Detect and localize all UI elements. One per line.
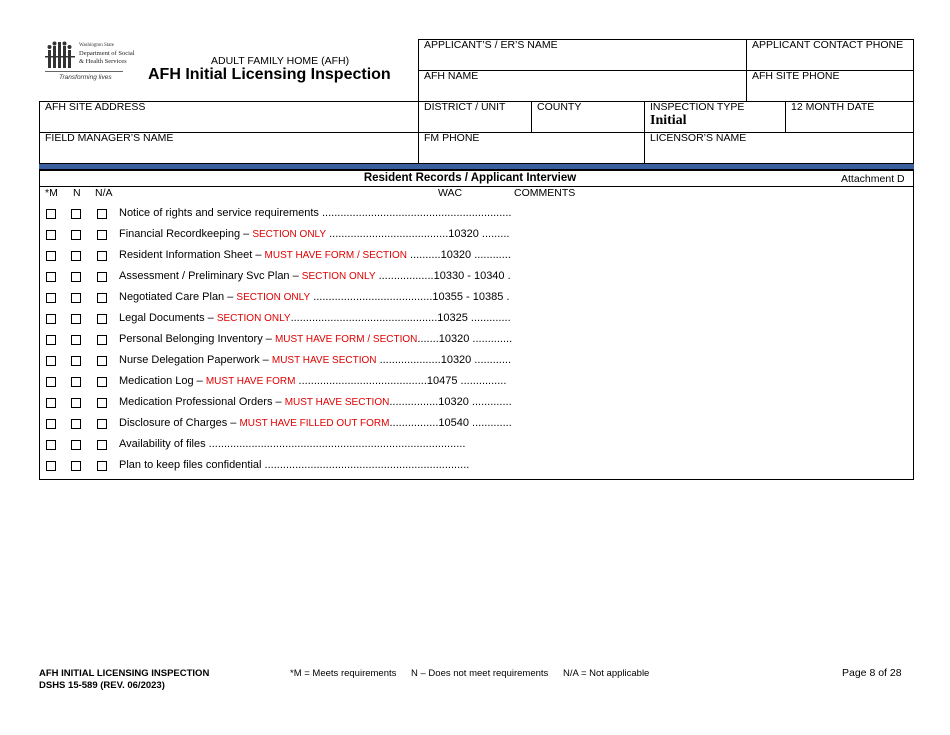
county-label: COUNTY (537, 101, 582, 113)
twelve-month-date-label: 12 MONTH DATE (791, 101, 875, 113)
item-leader-dots: .......................................... (295, 375, 427, 387)
form-subtitle: ADULT FAMILY HOME (AFH) (211, 55, 350, 67)
item-label: Plan to keep files confidential (119, 459, 265, 471)
item-leader-dots: .................... (376, 354, 441, 366)
checkbox-na[interactable] (97, 230, 107, 240)
item-leader-dots: .................................................................................... (208, 438, 466, 450)
item-wac: 10325 (437, 312, 468, 324)
item-note: MUST HAVE FORM (205, 376, 296, 387)
item-note: SECTION ONLY (301, 271, 376, 282)
item-text (119, 459, 469, 472)
item-leader-dots: ....................................... (326, 228, 449, 240)
col-wac-header: WAC (438, 187, 463, 199)
item-label: Medication Professional Orders – (119, 396, 285, 408)
dshs-people-icon (45, 40, 75, 70)
fm-phone-label: FM PHONE (424, 132, 480, 144)
item-wac: 10320 (440, 354, 472, 366)
item-label: Legal Documents – (119, 312, 217, 324)
checkbox-n[interactable] (71, 293, 81, 303)
checkbox-m[interactable] (46, 398, 56, 408)
item-wac-dots: ............ (471, 249, 511, 261)
legend-meets: *M = Meets requirements (290, 668, 397, 679)
inspection-type-label: INSPECTION TYPE (650, 101, 745, 113)
item-wac-dots: ............... (457, 375, 507, 387)
col-m-header: *M (45, 187, 58, 199)
afh-site-phone-label: AFH SITE PHONE (752, 70, 840, 82)
logo-tagline: Transforming lives (59, 74, 112, 81)
checkbox-n[interactable] (71, 272, 81, 282)
checkbox-n[interactable] (71, 419, 81, 429)
item-text (119, 270, 511, 283)
item-wac-dots: . (504, 270, 511, 282)
checkbox-m[interactable] (46, 314, 56, 324)
item-wac: 10320 (440, 249, 472, 261)
licensor-label: LICENSOR’S NAME (650, 132, 747, 144)
item-wac: 10475 (426, 375, 458, 387)
field-manager-label: FIELD MANAGER’S NAME (45, 132, 174, 144)
item-wac-dots: ............. (468, 417, 512, 429)
legend-na: N/A = Not applicable (563, 668, 650, 679)
checkbox-na[interactable] (97, 272, 107, 282)
item-leader-dots: ................................................................... (264, 459, 470, 471)
item-wac: 10355 - 10385 (432, 291, 504, 303)
item-label: Resident Information Sheet – (119, 249, 265, 261)
item-text (119, 249, 511, 262)
checkbox-m[interactable] (46, 230, 56, 240)
checkbox-na[interactable] (97, 377, 107, 387)
item-note: MUST HAVE SECTION (284, 397, 390, 408)
item-wac-dots: ......... (478, 228, 510, 240)
item-note: SECTION ONLY (236, 292, 311, 303)
item-wac: 10320 (438, 333, 470, 345)
item-label: Availability of files (119, 438, 209, 450)
item-wac-dots: ............. (469, 333, 513, 345)
item-text (119, 291, 509, 304)
item-leader-dots: ................ (389, 396, 439, 408)
checkbox-na[interactable] (97, 356, 107, 366)
checkbox-m[interactable] (46, 461, 56, 471)
checkbox-n[interactable] (71, 377, 81, 387)
item-wac-dots: . (503, 291, 510, 303)
page-number: Page 8 of 28 (842, 667, 902, 679)
checkbox-n[interactable] (71, 461, 81, 471)
item-wac-dots: ............ (471, 354, 512, 366)
item-leader-dots: .................. (375, 270, 434, 282)
checkbox-na[interactable] (97, 461, 107, 471)
checkbox-n[interactable] (71, 398, 81, 408)
item-note: SECTION ONLY (252, 229, 327, 240)
item-text (119, 417, 512, 430)
item-label: Medication Log – (119, 375, 206, 387)
item-wac: 10320 (448, 228, 479, 240)
item-text (119, 396, 512, 409)
checkbox-n[interactable] (71, 251, 81, 261)
item-note: MUST HAVE FORM / SECTION (274, 334, 418, 345)
afh-site-address-label: AFH SITE ADDRESS (45, 101, 146, 113)
item-note: MUST HAVE SECTION (271, 355, 377, 366)
checkbox-m[interactable] (46, 377, 56, 387)
checkbox-n[interactable] (71, 356, 81, 366)
checkbox-na[interactable] (97, 314, 107, 324)
item-note: SECTION ONLY (216, 313, 291, 324)
col-na-header: N/A (95, 187, 113, 199)
item-label: Negotiated Care Plan – (119, 291, 237, 303)
item-leader-dots: .......... (406, 249, 441, 261)
checkbox-n[interactable] (71, 440, 81, 450)
item-wac: 10330 - 10340 (433, 270, 505, 282)
item-text (119, 354, 511, 367)
item-label: Disclosure of Charges – (119, 417, 240, 429)
checkbox-na[interactable] (97, 440, 107, 450)
item-leader-dots: ....................................... (310, 291, 433, 303)
item-text (119, 312, 511, 325)
checkbox-na[interactable] (97, 398, 107, 408)
afh-name-label: AFH NAME (424, 70, 479, 82)
checkbox-na[interactable] (97, 251, 107, 261)
checkbox-na[interactable] (97, 419, 107, 429)
item-leader-dots: .............................................................. (321, 207, 512, 219)
item-text (119, 375, 506, 388)
checkbox-m[interactable] (46, 272, 56, 282)
footer-form-number: DSHS 15-589 (REV. 06/2023) (39, 680, 165, 691)
page-title: AFH Initial Licensing Inspection (148, 66, 391, 83)
footer-form-name: AFH INITIAL LICENSING INSPECTION (39, 668, 210, 679)
logo-line1: Washington State (79, 43, 115, 48)
item-text (119, 333, 512, 346)
item-label: Financial Recordkeeping – (119, 228, 253, 240)
item-note: MUST HAVE FORM / SECTION (264, 250, 407, 261)
district-unit-label: DISTRICT / UNIT (424, 101, 506, 113)
section-title: Resident Records / Applicant Interview (363, 172, 577, 184)
attachment-label: Attachment D (841, 173, 905, 185)
col-n-header: N (73, 187, 81, 199)
logo-line2: Department of Social (79, 50, 135, 57)
checkbox-na[interactable] (97, 335, 107, 345)
item-label: Personal Belonging Inventory – (119, 333, 275, 345)
applicant-phone-label: APPLICANT CONTACT PHONE (752, 39, 904, 51)
checkbox-m[interactable] (46, 335, 56, 345)
logo-line3: & Health Services (79, 58, 127, 65)
checkbox-n[interactable] (71, 230, 81, 240)
item-text (119, 228, 509, 241)
item-wac-dots: ............. (467, 312, 511, 324)
checkbox-na[interactable] (97, 209, 107, 219)
checkbox-m[interactable] (46, 440, 56, 450)
item-label: Assessment / Preliminary Svc Plan – (119, 270, 302, 282)
item-leader-dots: ................................................ (290, 312, 438, 324)
dshs-logo (45, 40, 135, 86)
item-wac: 10540 (438, 417, 469, 429)
checkbox-n[interactable] (71, 335, 81, 345)
checkbox-n[interactable] (71, 209, 81, 219)
checkbox-m[interactable] (46, 251, 56, 261)
item-text (119, 438, 465, 451)
checkbox-m[interactable] (46, 209, 56, 219)
item-wac-dots: ............. (468, 396, 512, 408)
checkbox-m[interactable] (46, 419, 56, 429)
logo-divider (45, 71, 123, 72)
item-note: MUST HAVE FILLED OUT FORM (239, 418, 390, 429)
legend-not-meets: N – Does not meet requirements (411, 668, 549, 679)
checkbox-n[interactable] (71, 314, 81, 324)
checkbox-m[interactable] (46, 356, 56, 366)
item-label: Nurse Delegation Paperwork – (119, 354, 272, 366)
col-comments-header: COMMENTS (514, 187, 576, 199)
item-label: Notice of rights and service requirements (119, 207, 322, 219)
inspection-type-value: Initial (650, 113, 687, 128)
applicant-name-label: APPLICANT’S / ER’S NAME (424, 39, 558, 51)
item-leader-dots: ....... (417, 333, 439, 345)
item-text (119, 207, 511, 220)
item-leader-dots: ................ (389, 417, 439, 429)
checkbox-na[interactable] (97, 293, 107, 303)
checkbox-m[interactable] (46, 293, 56, 303)
item-wac: 10320 (438, 396, 469, 408)
